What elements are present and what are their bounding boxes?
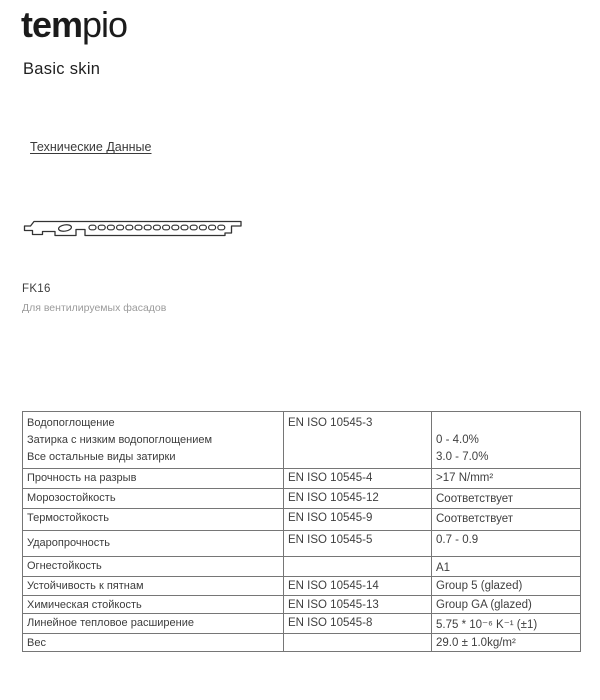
spec-label: Все остальные виды затирки: [27, 451, 176, 463]
spec-value-cell: 29.0 ± 1.0kg/m²: [432, 634, 581, 652]
spec-standard: EN ISO 10545-3: [288, 417, 373, 429]
spec-label-cell: Линейное тепловое расширение: [23, 614, 284, 634]
spec-label-cell: Морозостойкость: [23, 489, 284, 509]
brand-logo-light: pio: [82, 4, 128, 45]
spec-standard-cell: [284, 412, 432, 469]
table-row: [23, 577, 581, 596]
spec-value-cell: [432, 412, 581, 469]
table-row: [23, 469, 581, 489]
spec-label-cell: Прочность на разрыв: [23, 469, 284, 489]
spec-value-cell: A1: [432, 557, 581, 577]
spec-label: Водопоглощение: [27, 417, 115, 429]
spec-label-cell: Химическая стойкость: [23, 596, 284, 614]
spec-standard-cell: EN ISO 10545-8: [284, 614, 432, 634]
table-row: [23, 531, 581, 557]
table-row: [23, 489, 581, 509]
spec-label-cell: Термостойкость: [23, 509, 284, 531]
spec-value-cell: 5.75 * 10⁻⁶ K⁻¹ (±1): [432, 614, 581, 634]
spec-standard-cell: EN ISO 10545-14: [284, 577, 432, 596]
product-code: FK16: [22, 283, 51, 295]
table-row: [23, 509, 581, 531]
spec-label-cell: Ударопрочность: [23, 531, 284, 557]
spec-label-cell: Вес: [23, 634, 284, 652]
table-row: [23, 634, 581, 652]
spec-label: Затирка с низким водопоглощением: [27, 434, 213, 446]
spec-value-cell: Group 5 (glazed): [432, 577, 581, 596]
spec-label-cell: Огнестойкость: [23, 557, 284, 577]
spec-value-cell: Соответствует: [432, 509, 581, 531]
spec-table: [22, 411, 581, 652]
product-line-subtitle: Basic skin: [23, 60, 101, 78]
spec-label-cell: [23, 412, 284, 469]
spec-label-cell: Устойчивость к пятнам: [23, 577, 284, 596]
table-row: [23, 614, 581, 634]
panel-cross-section-drawing-icon: [20, 213, 250, 245]
spec-value-cell: >17 N/mm²: [432, 469, 581, 489]
spec-value-cell: 0.7 - 0.9: [432, 531, 581, 557]
spec-table-container: [22, 411, 581, 652]
spec-standard-cell: [284, 557, 432, 577]
spec-standard-cell: EN ISO 10545-4: [284, 469, 432, 489]
table-row: [23, 412, 581, 469]
spec-value-cell: Соответствует: [432, 489, 581, 509]
table-row: [23, 557, 581, 577]
brand-logo-bold: tem: [21, 4, 83, 45]
spec-standard-cell: EN ISO 10545-12: [284, 489, 432, 509]
spec-standard-cell: [284, 634, 432, 652]
brand-logo: [21, 2, 127, 49]
product-description: Для вентилируемых фасадов: [22, 302, 167, 314]
table-row: [23, 596, 581, 614]
spec-value-cell: Group GA (glazed): [432, 596, 581, 614]
spec-value: [436, 415, 576, 432]
spec-standard-cell: EN ISO 10545-13: [284, 596, 432, 614]
section-heading: Технические Данные: [30, 140, 152, 154]
spec-value: 0 - 4.0%: [436, 434, 479, 446]
spec-standard-cell: EN ISO 10545-5: [284, 531, 432, 557]
spec-standard-cell: EN ISO 10545-9: [284, 509, 432, 531]
spec-value: 3.0 - 7.0%: [436, 451, 489, 463]
